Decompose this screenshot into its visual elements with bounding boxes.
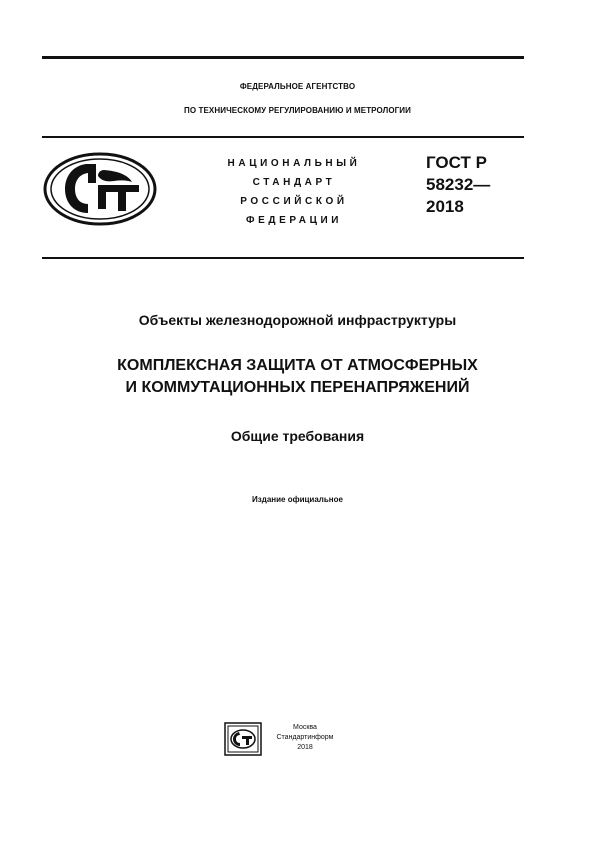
document-title [0, 355, 595, 399]
standard-type-line: РОССИЙСКОЙ [240, 196, 348, 207]
title-rule [42, 257, 524, 259]
publisher-year: 2018 [297, 744, 313, 751]
publisher-info [262, 723, 348, 753]
standard-type-line: ФЕДЕРАЦИИ [245, 215, 343, 226]
document-subtitle: Общие требования [230, 428, 365, 444]
header-rule [42, 136, 524, 138]
standard-code-line: 2018 [426, 197, 464, 216]
document-title-line2: И КОММУТАЦИОННЫХ ПЕРЕНАПРЯЖЕНИЙ [125, 379, 470, 396]
document-subject: Объекты железнодорожной инфраструктуры [138, 312, 457, 328]
publisher-name: Стандартинформ [276, 734, 334, 741]
agency-name-line2: ПО ТЕХНИЧЕСКОМУ РЕГУЛИРОВАНИЮ И МЕТРОЛОГИИ [183, 106, 412, 115]
top-rule [42, 56, 524, 59]
standard-code-line: 58232— [426, 175, 491, 194]
rst-emblem-icon [42, 150, 158, 228]
standartinform-logo-icon [224, 722, 262, 756]
document-title-line1: КОМПЛЕКСНАЯ ЗАЩИТА ОТ АТМОСФЕРНЫХ [117, 357, 478, 374]
publisher-city: Москва [293, 724, 317, 731]
standard-type-line: СТАНДАРТ [252, 177, 336, 188]
standard-code-line: ГОСТ Р [426, 153, 487, 172]
standard-type [204, 154, 384, 230]
agency-name-line1: ФЕДЕРАЛЬНОЕ АГЕНТСТВО [239, 82, 356, 91]
standard-code [426, 152, 490, 218]
edition-label: Издание официальное [252, 495, 343, 504]
standard-type-line: НАЦИОНАЛЬНЫЙ [227, 158, 361, 169]
